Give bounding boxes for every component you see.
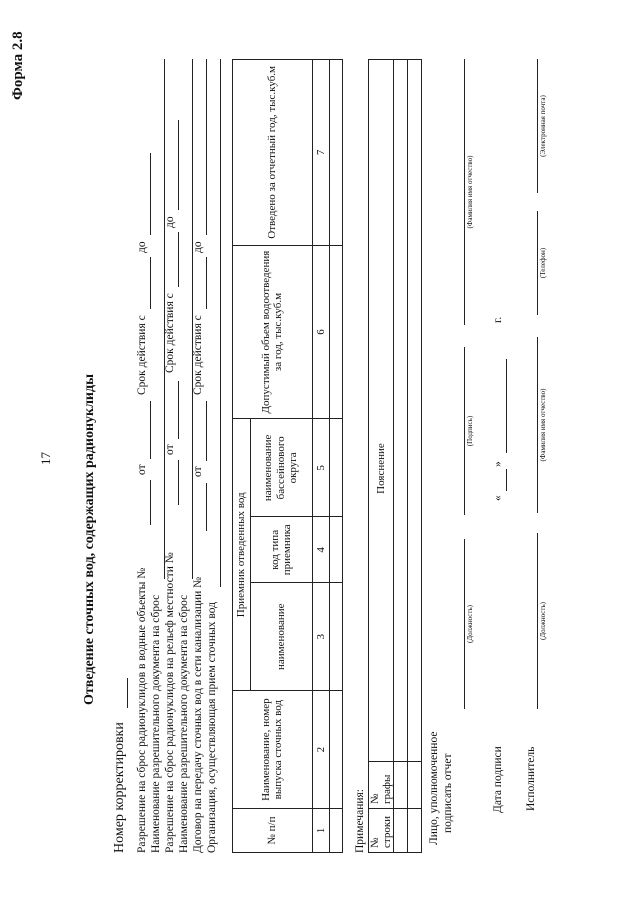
executor-phone-field[interactable]: [537, 211, 538, 315]
executor-email-field[interactable]: [537, 59, 538, 193]
name-caption: (Фамилия имя отчество): [466, 155, 474, 229]
position-caption: (Должность): [466, 605, 474, 643]
receiving-org-field[interactable]: [220, 59, 221, 587]
column-number: 4: [312, 517, 330, 583]
form-label: Форма 2.8: [10, 31, 26, 100]
permit-relief-label: Разрешение на сброс радионуклидов на рельеф местности №: [164, 552, 176, 853]
sewer-contract-validity-label: Срок действия с: [192, 315, 204, 395]
permit-relief-number-field[interactable]: [178, 460, 179, 505]
date-month-field[interactable]: [506, 359, 507, 453]
sewer-contract-from-label: от: [192, 466, 204, 477]
sewer-contract-date-field[interactable]: [206, 401, 207, 461]
table-cell[interactable]: [330, 583, 343, 691]
header-allowed-volume: Допустимый объем водоотведения за год, тыс.куб.м: [233, 245, 313, 419]
sewer-contract-label: Договор на передачу сточных вод в сети канализации №: [192, 576, 204, 853]
notes-header-row: № строки: [369, 809, 394, 853]
form-title: Отведение сточных вод, содержащих радионуклиды: [82, 373, 97, 705]
table-row[interactable]: [330, 60, 343, 853]
header-receiver-group: Приемник отведенных вод: [233, 419, 251, 691]
table-row[interactable]: [408, 60, 422, 853]
permit-relief-validity-from-field[interactable]: [178, 232, 179, 287]
authorized-person-label-1: Лицо, уполномоченное: [428, 731, 440, 845]
permit-water-from-label: от: [136, 464, 148, 475]
signature-date-label: Дата подписи: [492, 746, 504, 813]
sewer-contract-validity-from-field[interactable]: [206, 257, 207, 309]
executor-name-caption: (Фамилия имя отчество): [539, 388, 547, 462]
permit-relief-to-label: до: [164, 216, 176, 228]
permit-water-label: Разрешение на сброс радионуклидов в водные объекты №: [136, 567, 148, 853]
email-caption: (Электронная почта): [539, 95, 547, 157]
notes-header-explanation: Пояснение: [369, 60, 394, 762]
receiving-org-label: Организация, осуществляющая прием сточных вод: [206, 602, 218, 853]
column-number: 1: [312, 809, 330, 853]
notes-table: [368, 59, 422, 853]
authorized-signature-field[interactable]: [464, 347, 465, 515]
column-number-row: [312, 60, 330, 853]
table-cell[interactable]: [330, 60, 343, 246]
column-number: 5: [312, 419, 330, 517]
executor-name-field[interactable]: [537, 337, 538, 513]
executor-position-caption: (Должность): [539, 602, 547, 640]
permit-water-date-field[interactable]: [150, 401, 151, 459]
permit-water-validity-from-field[interactable]: [150, 257, 151, 309]
header-discharged-volume: Отведено за отчетный год, тыс.куб.м: [233, 60, 313, 246]
header-receiver-name: наименование: [250, 583, 312, 691]
correction-number-field[interactable]: [127, 678, 128, 708]
page-number: 17: [38, 452, 53, 465]
header-outlet-name: Наименование, номер выпуска сточных вод: [233, 691, 313, 809]
permit-water-number-field[interactable]: [150, 480, 151, 525]
table-cell[interactable]: [330, 517, 343, 583]
sewer-contract-to-label: до: [192, 241, 204, 253]
table-cell[interactable]: [394, 60, 408, 762]
notes-header-column: № графы: [369, 762, 394, 809]
date-day-field[interactable]: [506, 469, 507, 491]
wastewater-table: [232, 59, 343, 853]
table-cell[interactable]: [330, 809, 343, 853]
table-cell[interactable]: [408, 762, 422, 809]
column-number: 3: [312, 583, 330, 691]
permit-relief-validity-label: Срок действия с: [164, 293, 176, 373]
permit-relief-from-label: от: [164, 444, 176, 455]
permit-water-validity-to-field[interactable]: [150, 153, 151, 235]
date-quote-close: »: [492, 461, 504, 467]
table-cell[interactable]: [330, 419, 343, 517]
header-basin-district: наименование бассейнового округа: [250, 419, 312, 517]
header-receiver-type-code: код типа приемника: [250, 517, 312, 583]
permit-water-validity-label: Срок действия с: [136, 315, 148, 395]
permit-relief-doc-label: Наименование разрешительного документа на сброс: [178, 594, 190, 853]
table-cell[interactable]: [330, 245, 343, 419]
table-cell[interactable]: [408, 809, 422, 853]
table-cell[interactable]: [394, 809, 408, 853]
sewer-contract-validity-to-field[interactable]: [206, 59, 207, 235]
table-cell[interactable]: [330, 691, 343, 809]
correction-number-label: Номер корректировки: [112, 722, 127, 853]
signature-caption: (Подпись): [466, 415, 474, 447]
table-cell[interactable]: [408, 60, 422, 762]
table-row[interactable]: [394, 60, 408, 853]
permit-water-doc-label: Наименование разрешительного документа на сброс: [150, 594, 162, 853]
notes-label: Примечания:: [354, 789, 366, 853]
date-year-suffix: г.: [492, 316, 504, 323]
header-row-number: № п/п: [233, 809, 313, 853]
sewer-contract-number-field[interactable]: [206, 483, 207, 531]
executor-position-field[interactable]: [537, 533, 538, 709]
permit-water-to-label: до: [136, 241, 148, 253]
permit-relief-validity-to-field[interactable]: [178, 120, 179, 210]
permit-relief-date-field[interactable]: [178, 381, 179, 439]
date-quote-open: «: [492, 495, 504, 501]
table-cell[interactable]: [394, 762, 408, 809]
phone-caption: (Телефон): [539, 247, 547, 279]
column-number: 6: [312, 245, 330, 419]
authorized-person-label-2: подписать отчет: [442, 753, 454, 833]
authorized-name-field[interactable]: [464, 59, 465, 325]
column-number: 2: [312, 691, 330, 809]
column-number: 7: [312, 60, 330, 246]
executor-label: Исполнитель: [525, 746, 537, 811]
authorized-position-field[interactable]: [464, 539, 465, 709]
